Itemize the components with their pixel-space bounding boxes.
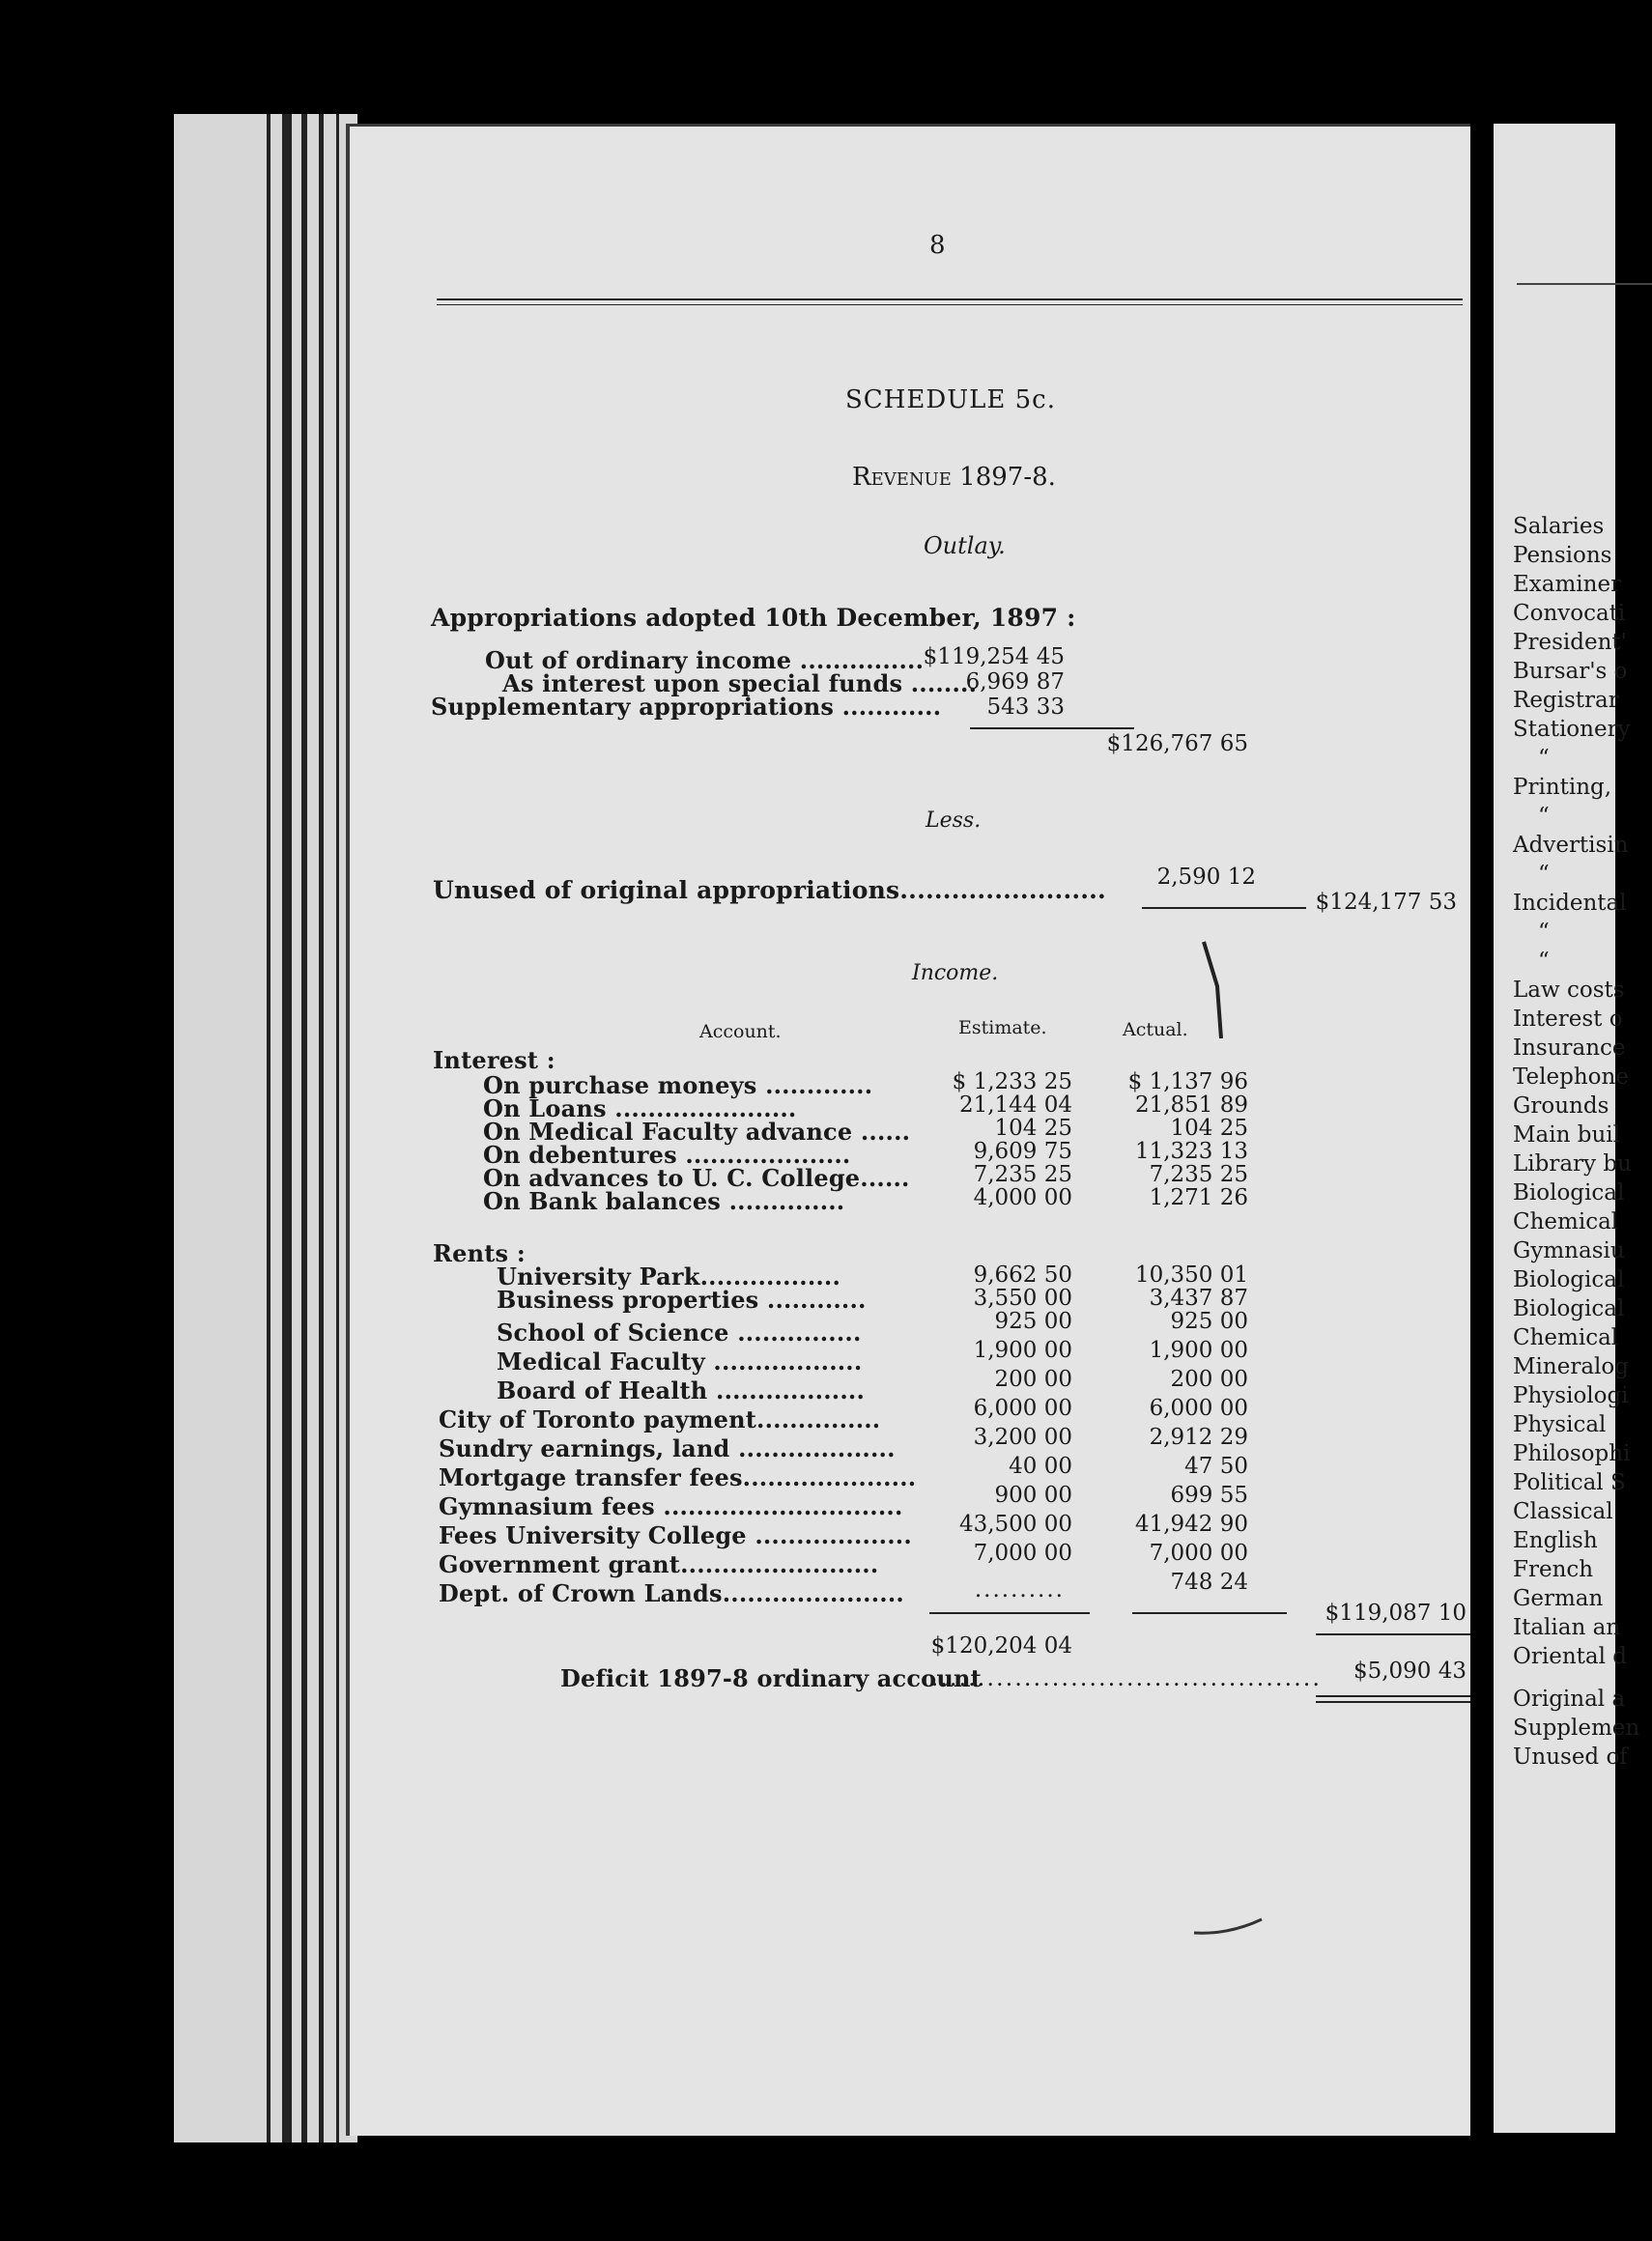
facing-line: Insurance xyxy=(1513,1035,1626,1061)
actual-value: 10,350 01 xyxy=(1134,1262,1248,1288)
facing-line: Registrar xyxy=(1513,688,1619,713)
deficit-top-rule xyxy=(1316,1633,1470,1635)
actual-value: $ 1,137 96 xyxy=(1127,1069,1248,1094)
facing-line: German xyxy=(1513,1586,1604,1611)
deficit-double-rule xyxy=(1316,1695,1470,1697)
approp-row-label: As interest upon special funds ........ xyxy=(502,669,978,697)
approp-row-amount: 6,969 87 xyxy=(965,669,1065,695)
facing-line: “ xyxy=(1538,920,1550,945)
facing-line: Unused of xyxy=(1513,1745,1628,1770)
estimate-value: 43,500 00 xyxy=(958,1512,1072,1537)
facing-line: Physiologi xyxy=(1513,1383,1629,1408)
actual-value: 1,271 26 xyxy=(1149,1185,1248,1210)
estimate-total-rule xyxy=(929,1612,1090,1614)
actual-value: 2,912 29 xyxy=(1149,1425,1248,1450)
actual-value: 7,235 25 xyxy=(1149,1162,1248,1187)
page-number: 8 xyxy=(929,231,946,260)
facing-top-rule xyxy=(1517,283,1652,285)
estimate-value: 900 00 xyxy=(994,1483,1072,1508)
unused-amount: 2,590 12 xyxy=(1156,865,1256,890)
facing-line: Philosophi xyxy=(1513,1441,1631,1466)
facing-line: Original a xyxy=(1513,1687,1626,1712)
income-row-label: Mortgage transfer fees..................... xyxy=(439,1463,917,1491)
facing-line: Physical xyxy=(1513,1412,1607,1437)
actual-value: 47 50 xyxy=(1184,1454,1248,1479)
pencil-mark xyxy=(1190,1915,1267,1939)
top-rule xyxy=(437,298,1463,300)
facing-line: Incidental xyxy=(1513,891,1627,916)
income-row-label: Government grant........................ xyxy=(439,1550,879,1578)
spine-line xyxy=(336,114,339,2142)
less-heading: Less. xyxy=(926,808,982,833)
spine-line xyxy=(301,114,307,2142)
estimate-value: 9,662 50 xyxy=(973,1262,1072,1288)
spine-line xyxy=(319,114,324,2142)
estimate-value: 7,000 00 xyxy=(973,1541,1072,1566)
actual-value: 925 00 xyxy=(1170,1309,1248,1334)
estimate-value: 3,550 00 xyxy=(973,1286,1072,1311)
outlay-heading: Outlay. xyxy=(924,532,1006,559)
facing-page xyxy=(1494,124,1640,2133)
estimate-value: 925 00 xyxy=(994,1309,1072,1334)
unused-total: $124,177 53 xyxy=(1315,890,1457,915)
spine-line xyxy=(267,114,271,2142)
actual-value: 200 00 xyxy=(1170,1367,1248,1392)
document-page xyxy=(346,124,1470,2136)
facing-line: “ xyxy=(1538,862,1550,887)
estimate-value: 9,609 75 xyxy=(973,1139,1072,1164)
facing-line: Gymnasiu xyxy=(1513,1238,1625,1263)
actual-value: 699 55 xyxy=(1170,1483,1248,1508)
facing-line: Interest o xyxy=(1513,1007,1623,1032)
actual-value: 41,942 90 xyxy=(1134,1512,1248,1537)
estimate-value: .......... xyxy=(974,1577,1065,1603)
facing-line: Political S xyxy=(1513,1470,1626,1495)
estimate-value: 6,000 00 xyxy=(973,1396,1072,1421)
estimate-value: 4,000 00 xyxy=(973,1185,1072,1210)
interest-label: Interest : xyxy=(433,1046,555,1074)
col-account-header: Account. xyxy=(699,1021,782,1042)
facing-line: English xyxy=(1513,1528,1598,1553)
facing-line: Advertisin xyxy=(1513,833,1629,858)
subtotal-rule xyxy=(970,727,1134,729)
facing-line: “ xyxy=(1538,949,1550,974)
income-row-label: Fees University College ................... xyxy=(439,1521,912,1549)
facing-line: President' xyxy=(1513,630,1627,655)
appropriations-total: $126,767 65 xyxy=(1106,731,1248,756)
pencil-mark xyxy=(1200,938,1229,1044)
estimate-total: $120,204 04 xyxy=(930,1633,1072,1659)
schedule-title: SCHEDULE 5c. xyxy=(845,385,1056,414)
income-row-label: On advances to U. C. College...... xyxy=(483,1164,910,1192)
approp-row-amount: $119,254 45 xyxy=(923,644,1065,669)
appropriations-label: Appropriations adopted 10th December, 1897 : xyxy=(431,604,1076,632)
top-rule-thin xyxy=(437,304,1463,305)
estimate-value: 40 00 xyxy=(1009,1454,1072,1479)
income-row-label: On debentures .................... xyxy=(483,1141,851,1169)
actual-value: 11,323 13 xyxy=(1134,1139,1248,1164)
approp-row-label: Supplementary appropriations ............ xyxy=(431,693,942,721)
actual-value: 748 24 xyxy=(1170,1570,1248,1595)
estimate-value: 3,200 00 xyxy=(973,1425,1072,1450)
facing-line: “ xyxy=(1538,746,1550,771)
facing-line: Mineralog xyxy=(1513,1354,1629,1379)
facing-line: Classical xyxy=(1513,1499,1613,1524)
facing-line: Law costs xyxy=(1513,978,1625,1003)
income-row-label: Business properties ............ xyxy=(497,1286,867,1314)
income-row-label: Dept. of Crown Lands...................... xyxy=(439,1579,904,1607)
facing-line: Stationery xyxy=(1513,717,1631,742)
deficit-amount: $5,090 43 xyxy=(1353,1659,1467,1684)
spine-line xyxy=(282,114,292,2142)
estimate-value: 200 00 xyxy=(994,1367,1072,1392)
deficit-label: Deficit 1897-8 ordinary account xyxy=(560,1664,982,1692)
subtotal-rule xyxy=(1142,907,1306,909)
estimate-value: 7,235 25 xyxy=(973,1162,1072,1187)
facing-line: Grounds xyxy=(1513,1093,1609,1119)
rents-label: Rents : xyxy=(433,1239,526,1267)
facing-line: Supplemen xyxy=(1513,1716,1640,1741)
unused-label: Unused of original appropriations........................ xyxy=(433,876,1106,904)
income-row-label: City of Toronto payment............... xyxy=(439,1405,881,1433)
facing-line: Biological xyxy=(1513,1267,1625,1292)
income-row-label: Board of Health .................. xyxy=(497,1376,866,1404)
approp-row-amount: 543 33 xyxy=(986,695,1065,720)
col-actual-header: Actual. xyxy=(1123,1019,1188,1040)
income-heading: Income. xyxy=(912,961,999,985)
income-row-label: Sundry earnings, land ................... xyxy=(439,1434,896,1462)
actual-value: 6,000 00 xyxy=(1149,1396,1248,1421)
deficit-leader-dots: ........................................... xyxy=(922,1664,1323,1691)
estimate-value: $ 1,233 25 xyxy=(952,1069,1072,1094)
income-row-label: On Bank balances .............. xyxy=(483,1187,845,1215)
facing-line: Biological xyxy=(1513,1296,1625,1321)
income-row-label: Medical Faculty .................. xyxy=(497,1347,863,1376)
actual-total-rule xyxy=(1132,1612,1287,1614)
facing-line: Italian an xyxy=(1513,1615,1621,1640)
facing-line: Biological xyxy=(1513,1180,1625,1206)
facing-line: Convocati xyxy=(1513,601,1626,626)
approp-row-label: Out of ordinary income ............... xyxy=(485,646,925,674)
income-row-label: Gymnasium fees ............................. xyxy=(439,1492,903,1520)
revenue-title: Revenue 1897-8. xyxy=(852,463,1056,492)
facing-line: Chemical xyxy=(1513,1209,1619,1234)
actual-value: 1,900 00 xyxy=(1149,1338,1248,1363)
facing-line: Salaries xyxy=(1513,514,1605,539)
facing-line: Bursar's o xyxy=(1513,659,1628,684)
actual-value: 21,851 89 xyxy=(1134,1092,1248,1118)
facing-line: Oriental d xyxy=(1513,1644,1627,1669)
income-row-label: School of Science ............... xyxy=(497,1319,862,1347)
income-row-label: University Park................. xyxy=(497,1262,841,1291)
income-row-label: On Loans ...................... xyxy=(483,1094,797,1122)
estimate-value: 21,144 04 xyxy=(958,1092,1072,1118)
income-row-label: On Medical Faculty advance ...... xyxy=(483,1118,911,1146)
facing-line: Pensions xyxy=(1513,543,1612,568)
facing-line: Chemical xyxy=(1513,1325,1619,1350)
income-row-label: On purchase moneys ............. xyxy=(483,1071,873,1099)
actual-value: 7,000 00 xyxy=(1149,1541,1248,1566)
facing-line: Main buil xyxy=(1513,1122,1620,1148)
estimate-value: 1,900 00 xyxy=(973,1338,1072,1363)
income-actual-total: $119,087 10 xyxy=(1324,1601,1467,1626)
facing-line: “ xyxy=(1538,804,1550,829)
facing-line: Examiner xyxy=(1513,572,1622,597)
col-estimate-header: Estimate. xyxy=(958,1017,1047,1038)
deficit-double-rule xyxy=(1316,1701,1470,1703)
estimate-value: 104 25 xyxy=(994,1116,1072,1141)
facing-line: Printing, xyxy=(1513,775,1612,800)
facing-line: French xyxy=(1513,1557,1594,1582)
book-spine xyxy=(174,114,357,2142)
actual-value: 3,437 87 xyxy=(1149,1286,1248,1311)
facing-line: Telephone xyxy=(1513,1064,1629,1090)
actual-value: 104 25 xyxy=(1170,1116,1248,1141)
facing-line: Library bu xyxy=(1513,1151,1632,1177)
